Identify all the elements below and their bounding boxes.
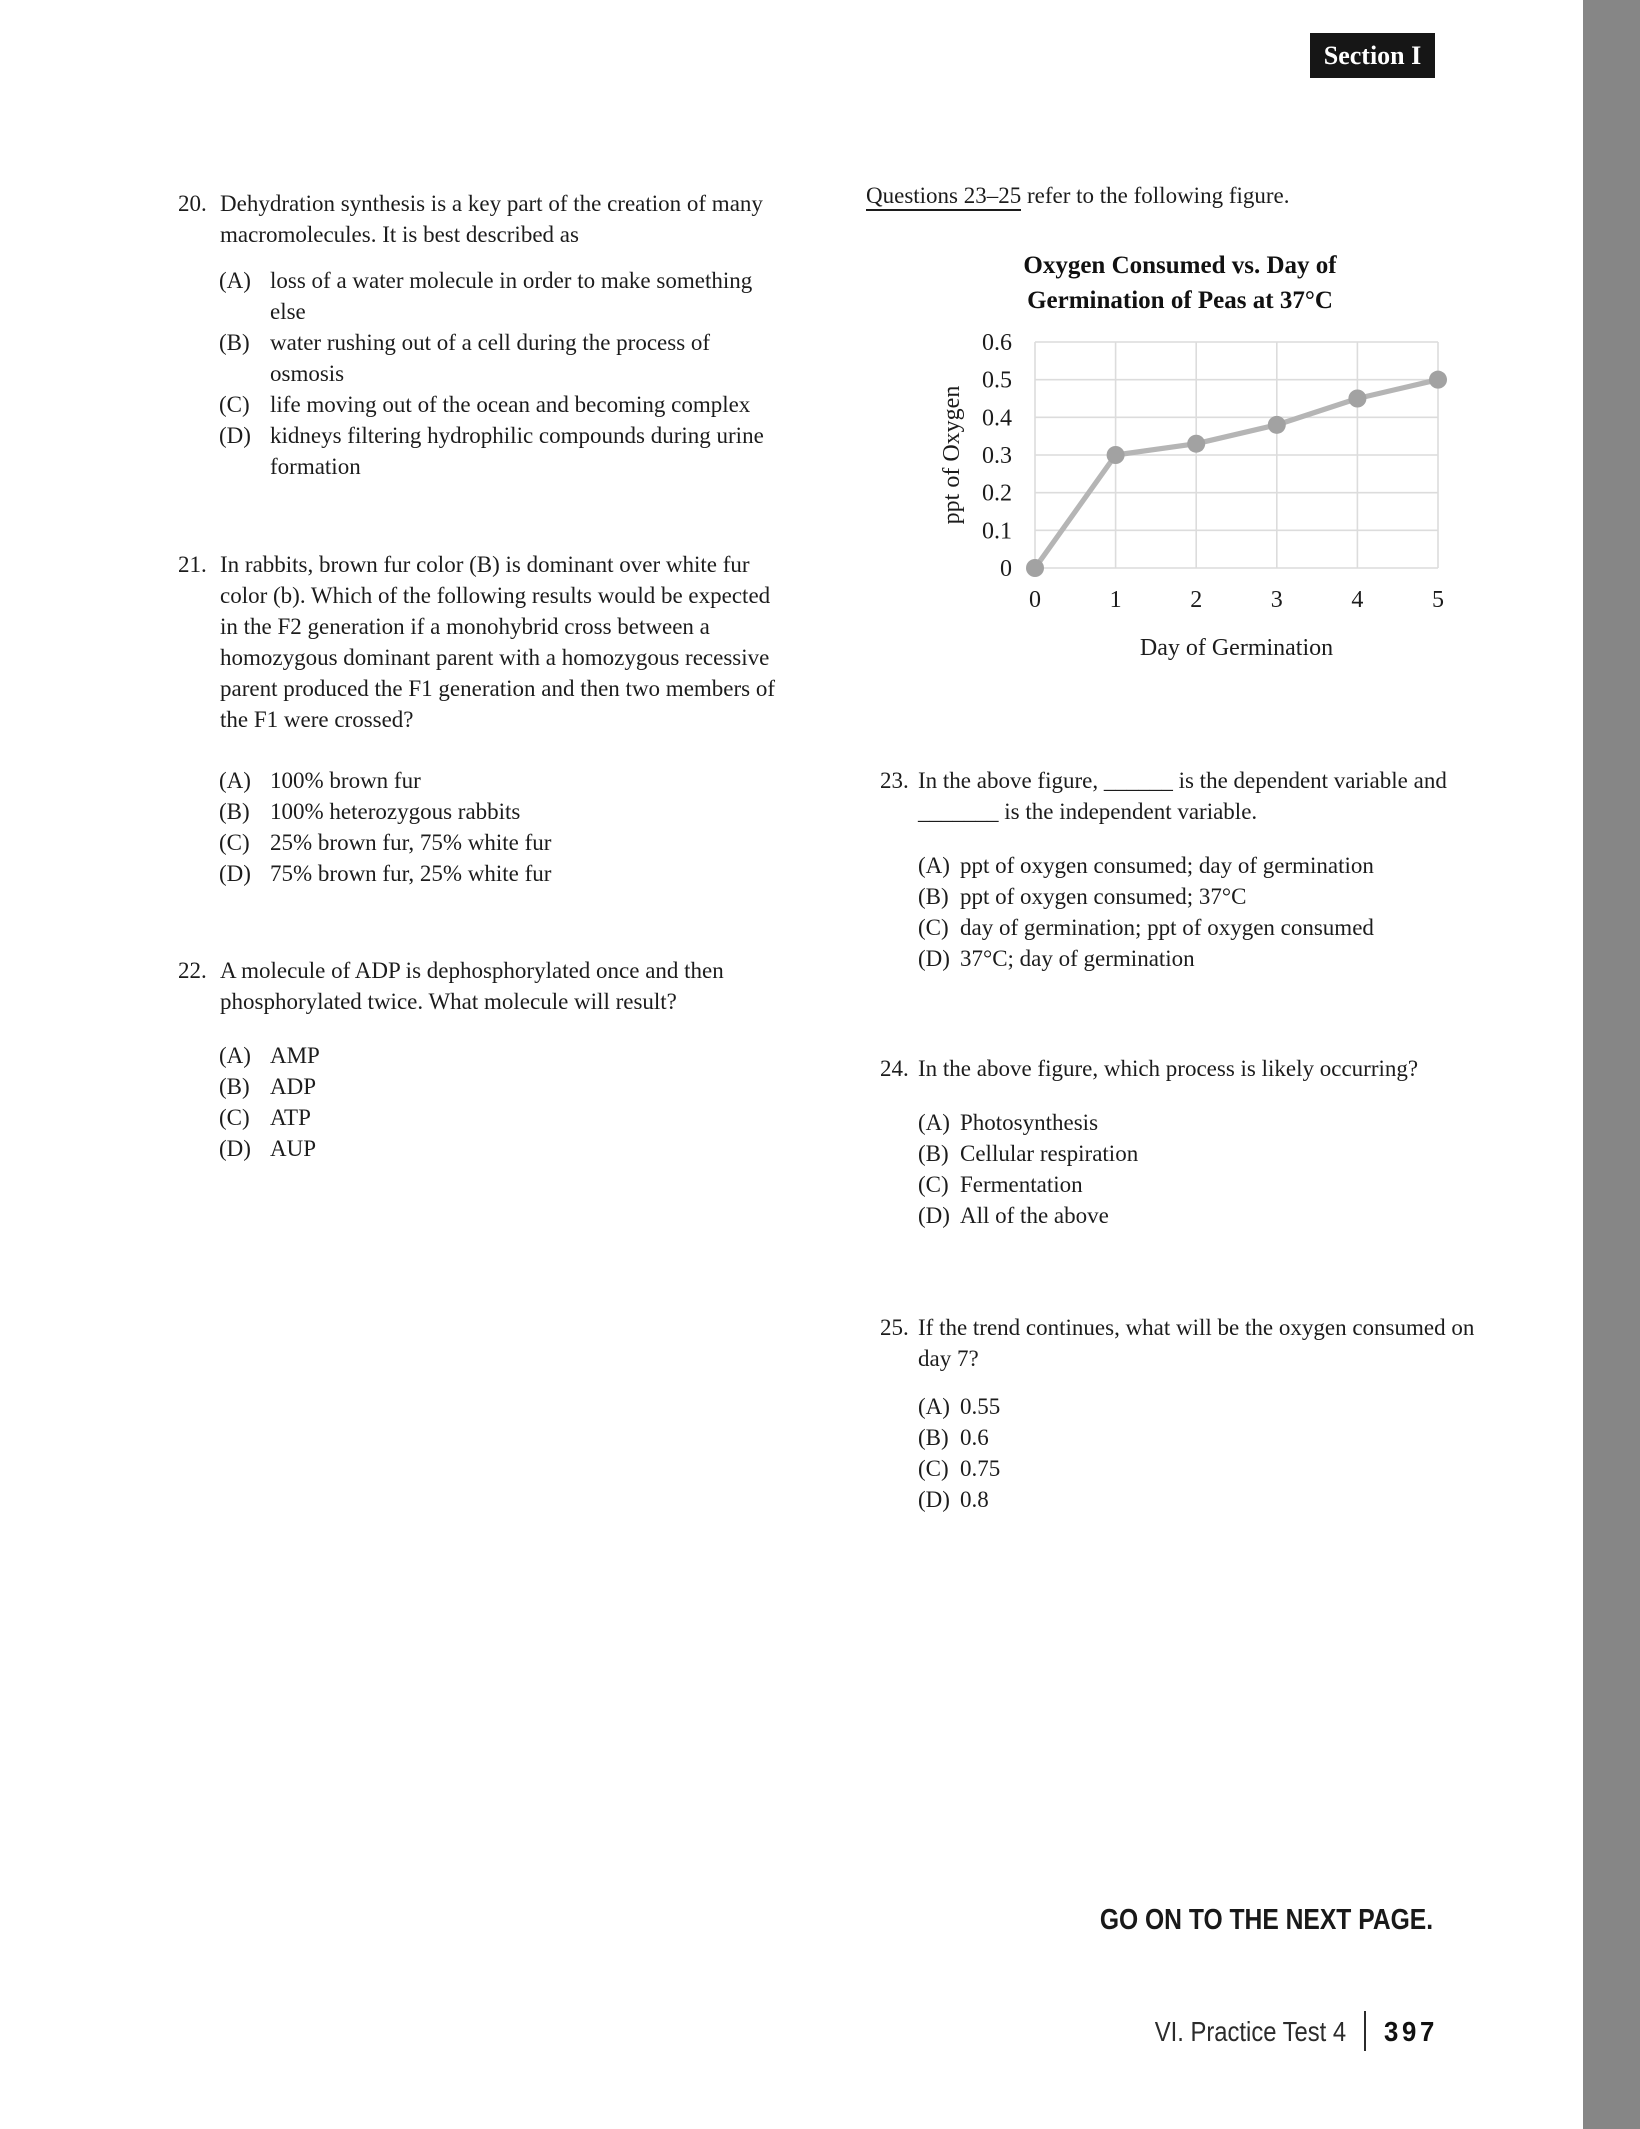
option-d (219, 858, 838, 889)
option-text: ATP (270, 1105, 311, 1130)
option-letter: (A) (918, 1394, 950, 1419)
option-letter: (A) (918, 853, 950, 878)
footer-page-number: 397 (1384, 2015, 1439, 2047)
option-c (918, 912, 1505, 943)
option-text: kidneys filtering hydrophilic compounds during urine formation (270, 423, 764, 479)
page-footer (1121, 2011, 1443, 2051)
option-text: ppt of oxygen consumed; 37°C (960, 884, 1247, 909)
option-text: 100% heterozygous rabbits (270, 799, 521, 824)
question-text: In the above figure, ______ is the dependent variable and _______ is the independent variable. (918, 768, 1447, 824)
option-text: All of the above (960, 1203, 1109, 1228)
option-text: water rushing out of a cell during the process of osmosis (270, 330, 711, 386)
option-b (219, 796, 838, 827)
answer-options (178, 265, 838, 482)
option-text: AUP (270, 1136, 317, 1161)
option-d (918, 1484, 1505, 1515)
question-22 (178, 955, 838, 1164)
svg-text:4: 4 (1351, 587, 1364, 613)
question-21 (178, 549, 838, 889)
option-letter: (B) (219, 1074, 250, 1099)
option-letter: (C) (219, 1105, 250, 1130)
option-text: Fermentation (960, 1172, 1083, 1197)
option-c (219, 1102, 838, 1133)
option-letter: (A) (219, 768, 251, 793)
question-text: A molecule of ADP is dephosphorylated once and then phosphorylated twice. What molecule will result? (220, 958, 724, 1014)
option-text: 75% brown fur, 25% white fur (270, 861, 552, 886)
option-text: day of germination; ppt of oxygen consumed (960, 915, 1374, 940)
svg-text:Oxygen Consumed vs. Day of: Oxygen Consumed vs. Day of (1023, 252, 1337, 279)
question-number: 21. (178, 552, 207, 577)
question-text: In the above figure, which process is likely occurring? (918, 1056, 1419, 1081)
option-text: Photosynthesis (960, 1110, 1099, 1135)
option-letter: (B) (918, 1141, 949, 1166)
svg-text:Day of Germination: Day of Germination (1139, 635, 1334, 661)
option-letter: (C) (918, 1456, 949, 1481)
svg-text:0.3: 0.3 (982, 443, 1012, 469)
svg-text:Germination of Peas at 37°C: Germination of Peas at 37°C (1027, 287, 1333, 314)
option-text: 100% brown fur (270, 768, 421, 793)
option-text: loss of a water molecule in order to make something else (270, 268, 753, 324)
option-letter: (A) (219, 1043, 251, 1068)
option-text: 25% brown fur, 75% white fur (270, 830, 552, 855)
option-letter: (B) (219, 330, 250, 355)
svg-text:0.1: 0.1 (982, 518, 1012, 545)
option-letter: (D) (219, 1136, 251, 1161)
option-a (918, 850, 1505, 881)
question-20 (178, 188, 838, 482)
option-a (918, 1107, 1505, 1138)
question-23 (880, 765, 1505, 974)
svg-text:1: 1 (1109, 587, 1122, 613)
oxygen-vs-day-line-chart (880, 235, 1460, 675)
question-text: If the trend continues, what will be the oxygen consumed on day 7? (918, 1315, 1475, 1371)
option-a (219, 265, 838, 327)
option-d (918, 1200, 1505, 1231)
option-d (219, 420, 838, 482)
option-text: ADP (270, 1074, 317, 1099)
option-text: 0.75 (960, 1456, 1001, 1481)
option-letter: (B) (918, 884, 949, 909)
question-25 (880, 1312, 1505, 1515)
option-text: AMP (270, 1043, 320, 1068)
question-number: 24. (880, 1056, 909, 1081)
svg-text:5: 5 (1432, 587, 1444, 613)
option-letter: (D) (918, 1203, 950, 1228)
option-c (918, 1169, 1505, 1200)
option-text: 0.6 (960, 1425, 989, 1450)
option-c (219, 389, 838, 420)
figure-intro-rest: refer to the following figure. (1021, 183, 1290, 208)
option-text: life moving out of the ocean and becoming complex (270, 392, 751, 417)
option-text: Cellular respiration (960, 1141, 1139, 1166)
question-text: In rabbits, brown fur color (B) is dominant over white fur color (b). Which of the following results would be expected in the F2 generation if a monohybrid cross between a homozygous dominant parent with a homozygous recessive parent produced the F1 generation and then two members of the F1 were crossed? (220, 552, 776, 732)
svg-text:0.6: 0.6 (982, 330, 1012, 356)
question-number: 23. (880, 768, 909, 793)
option-letter: (C) (219, 392, 250, 417)
svg-text:2: 2 (1190, 587, 1203, 613)
svg-text:3: 3 (1270, 587, 1283, 613)
svg-text:ppt of Oxygen: ppt of Oxygen (939, 385, 965, 525)
svg-text:0: 0 (1000, 556, 1012, 582)
footer-breadcrumb: VI. Practice Test 4 (1154, 2015, 1347, 2047)
question-number: 25. (880, 1315, 909, 1340)
option-b (918, 881, 1505, 912)
option-c (918, 1453, 1505, 1484)
answer-options (880, 1107, 1505, 1231)
go-on-instruction: GO ON TO THE NEXT PAGE. (1099, 1904, 1433, 1936)
answer-options (178, 1040, 838, 1164)
option-letter: (C) (918, 1172, 949, 1197)
question-text: Dehydration synthesis is a key part of the creation of many macromolecules. It is best described as (220, 191, 763, 247)
answer-options (880, 1391, 1505, 1515)
option-letter: (D) (219, 423, 251, 448)
answer-options (178, 765, 838, 889)
question-24 (880, 1053, 1505, 1231)
option-b (918, 1422, 1505, 1453)
option-b (219, 327, 838, 389)
footer-divider (1364, 2011, 1366, 2051)
option-letter: (B) (918, 1425, 949, 1450)
option-letter: (A) (918, 1110, 950, 1135)
option-text: 37°C; day of germination (960, 946, 1195, 971)
option-text: 0.8 (960, 1487, 989, 1512)
option-a (219, 765, 838, 796)
option-d (918, 943, 1505, 974)
svg-text:0.2: 0.2 (982, 480, 1012, 507)
option-c (219, 827, 838, 858)
svg-text:0: 0 (1029, 587, 1041, 613)
option-d (219, 1133, 838, 1164)
option-letter: (D) (918, 1487, 950, 1512)
section-badge-label: Section I (1323, 41, 1422, 70)
section-badge (1310, 33, 1435, 78)
option-text: 0.55 (960, 1394, 1001, 1419)
svg-text:0.4: 0.4 (982, 405, 1012, 432)
option-b (219, 1071, 838, 1102)
option-a (918, 1391, 1505, 1422)
option-letter: (C) (219, 830, 250, 855)
option-text: ppt of oxygen consumed; day of germination (960, 853, 1374, 878)
option-letter: (A) (219, 268, 251, 293)
option-b (918, 1138, 1505, 1169)
figure-intro-underlined: Questions 23–25 (866, 183, 1021, 211)
option-letter: (B) (219, 799, 250, 824)
figure-intro (866, 180, 1506, 211)
question-number: 22. (178, 958, 207, 983)
option-letter: (C) (918, 915, 949, 940)
svg-text:0.5: 0.5 (982, 367, 1012, 394)
option-a (219, 1040, 838, 1071)
option-letter: (D) (219, 861, 251, 886)
question-number: 20. (178, 191, 207, 216)
option-letter: (D) (918, 946, 950, 971)
page-edge-bar (1583, 0, 1640, 2129)
answer-options (880, 850, 1505, 974)
